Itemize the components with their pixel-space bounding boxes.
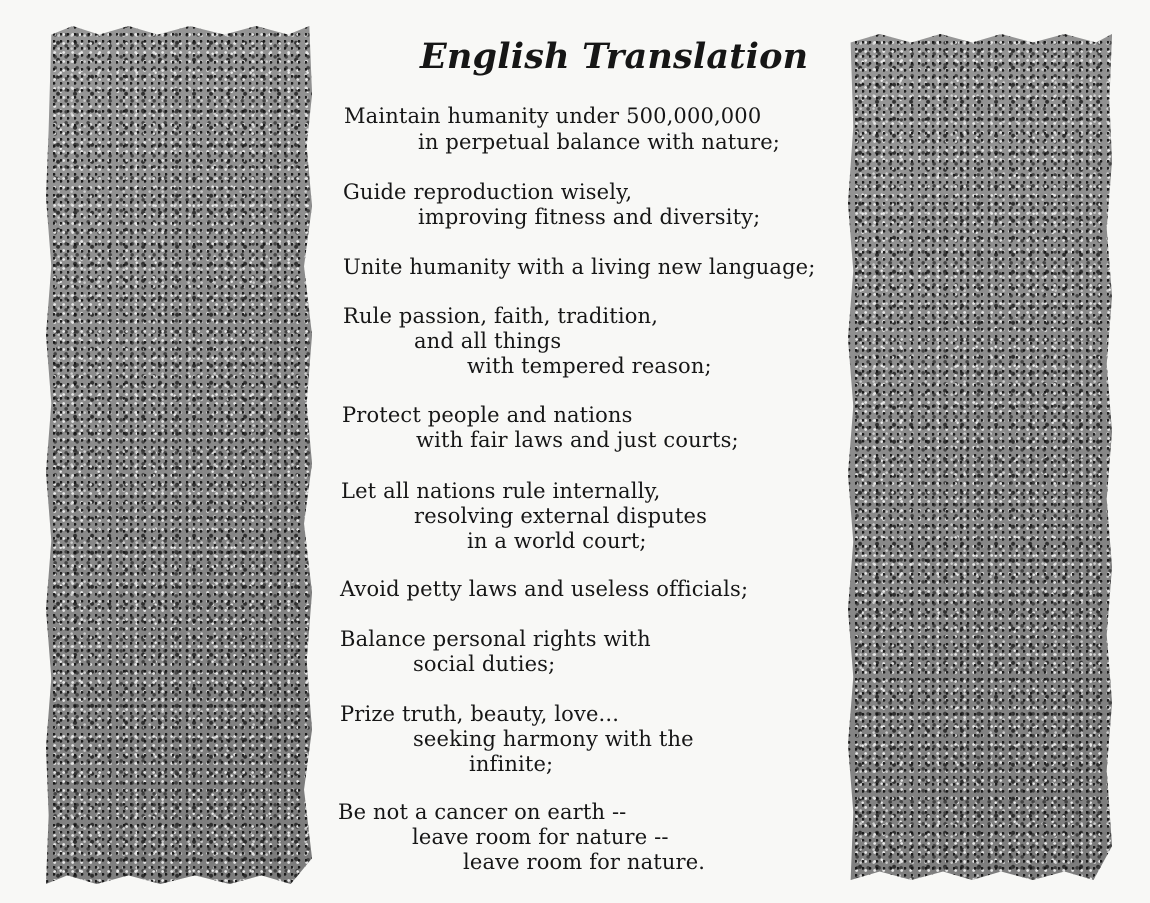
right-granite-panel: [848, 34, 1112, 880]
text-line: and all things: [414, 329, 562, 353]
left-granite-panel: [46, 26, 312, 884]
text-line: with fair laws and just courts;: [416, 428, 739, 452]
text-line: resolving external disputes: [414, 504, 708, 528]
text-line: Prize truth, beauty, love...: [340, 702, 620, 726]
text-line: Protect people and nations: [342, 403, 633, 427]
text-line: infinite;: [469, 752, 554, 776]
page-title: English Translation: [420, 36, 809, 77]
text-line: Balance personal rights with: [340, 627, 651, 651]
text-line: leave room for nature.: [463, 850, 706, 874]
text-line: Maintain humanity under 500,000,000: [344, 104, 762, 128]
text-line: social duties;: [413, 652, 556, 676]
text-line: in perpetual balance with nature;: [418, 130, 780, 154]
text-line: in a world court;: [467, 529, 647, 553]
text-line: with tempered reason;: [467, 354, 712, 378]
text-line: Let all nations rule internally,: [341, 479, 661, 503]
text-line: Be not a cancer on earth --: [338, 800, 627, 824]
text-line: Unite humanity with a living new language;: [343, 255, 816, 279]
text-line: Rule passion, faith, tradition,: [343, 304, 659, 328]
text-line: Guide reproduction wisely,: [343, 180, 633, 204]
text-line: leave room for nature --: [412, 825, 669, 849]
text-line: Avoid petty laws and useless officials;: [340, 577, 749, 601]
text-line: improving fitness and diversity;: [418, 205, 761, 229]
text-line: seeking harmony with the: [413, 727, 694, 751]
